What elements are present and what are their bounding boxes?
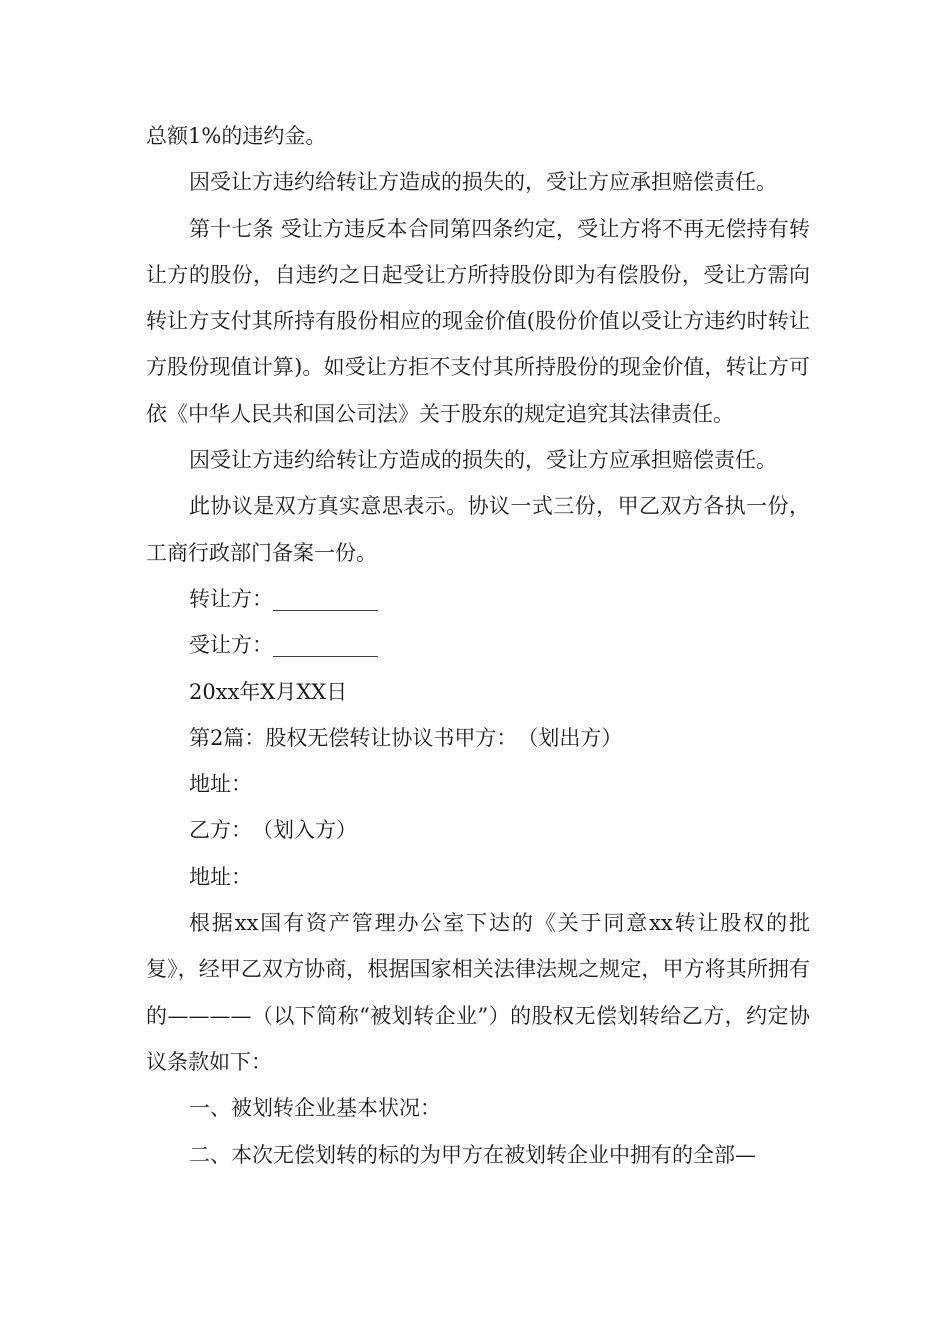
paragraph-article-17: 第十七条 受让方违反本合同第四条约定，受让方将不再无偿持有转让方的股份，自违约之日起受让方所持股份即为有偿股份，受让方需向转让方支付其所持有股份相应的现金价值(股份价值以受让方违约时转让方股份现值计算)。如受让方拒不支付其所持股份的现金价值，转让方可依《中华人民共和国公司法》关于股东的规定追究其法律责任。	[146, 216, 810, 426]
section-title-part-2: 第2篇：股权无偿转让协议书甲方： （划出方）	[189, 725, 623, 750]
party-b: 乙方： （划入方）	[189, 818, 357, 843]
clause-2-text: 二、本次无偿划转的标的为甲方在被划转企业中拥有的全部—	[189, 1142, 756, 1167]
document-body	[146, 113, 810, 1178]
party-b-address: 地址：	[189, 864, 252, 889]
paragraph-preamble: 根据xx国有资产管理办公室下达的《关于同意xx转让股权的批复》，经甲乙双方协商，根据国家相关法律法规之规定，甲方将其所拥有的————（以下简称“被划转企业”）的股权无偿划转给乙方，约定协议条款如下：	[146, 911, 810, 1074]
signature-date: 20xx年X月XX日	[189, 679, 348, 704]
signature-line-transferor: 转让方：__________	[189, 586, 378, 611]
clause-1-heading: 一、被划转企业基本状况：	[189, 1096, 441, 1121]
paragraph-penalty-amount: 总额1%的违约金。	[146, 124, 327, 148]
party-a-address: 地址：	[189, 772, 252, 797]
paragraph-agreement-copies: 此协议是双方真实意思表示。协议一式三份，甲乙双方各执一份，工商行政部门备案一份。	[146, 494, 810, 565]
paragraph-damage-liability-1: 因受让方违约给转让方造成的损失的，受让方应承担赔偿责任。	[189, 170, 777, 195]
paragraph-damage-liability-2: 因受让方违约给转让方造成的损失的，受让方应承担赔偿责任。	[189, 448, 777, 473]
signature-line-transferee: 受让方：__________	[189, 633, 378, 658]
